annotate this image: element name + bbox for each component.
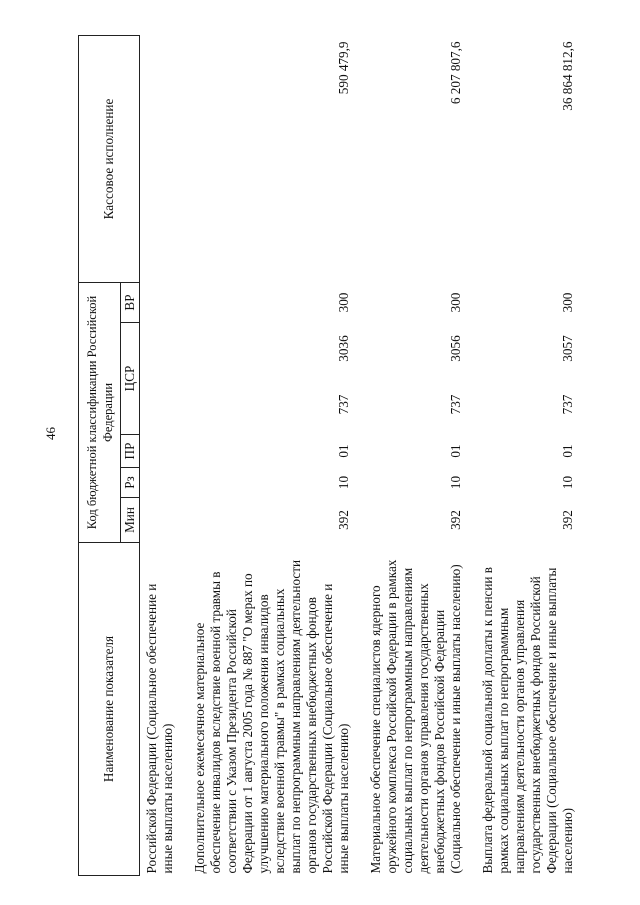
row-name: Материальное обеспечение специалистов ядерного оружейного комплекса Российской Федерации в рамках социальных выплат по непрограммным направлениям деятельности органов управления государственных внебюджетных фондов Российской Федерации (Социальное обеспечение и иные выплаты населению) [368, 559, 463, 874]
row-amount: 36 864 812,6 [560, 41, 575, 111]
header-name: Наименование показателя [79, 543, 140, 876]
header-code-group: Код бюджетной классификации Российской Федерации [79, 282, 121, 542]
header-min: Мин [121, 498, 140, 543]
row-csr-1: 737 [448, 394, 463, 415]
table-row [140, 35, 181, 875]
row-min: 392 [336, 510, 351, 530]
header-pr: ПР [121, 435, 140, 468]
table-row [180, 35, 356, 875]
header-rz: Рз [121, 468, 140, 498]
row-csr-2: 3036 [336, 335, 351, 362]
row-amount: 6 207 807,6 [448, 41, 463, 105]
row-csr-1: 737 [560, 394, 575, 415]
page-number: 46 [43, 427, 58, 440]
row-vr: 300 [560, 292, 575, 313]
row-rz: 10 [448, 475, 463, 490]
row-vr: 300 [448, 292, 463, 313]
table-row [356, 35, 468, 875]
row-name: Дополнительное ежемесячное материальное обеспечение инвалидов вследствие военной травмы в соответствии с Указом Президента Российской Федерации от 1 августа 2005 года № 887 "О мерах по улучшению материального положения инвалидов вследствие военной травмы" в рамках социальных выплат по непрограммным направлениям деятельности органов государственных внебюджетных фондов Российской Федерации (Социальное обеспечение и иные выплаты населению) [192, 559, 351, 874]
table-row [468, 35, 580, 875]
row-rz: 10 [560, 475, 575, 490]
header-csr: ЦСР [121, 323, 140, 435]
header-amount: Кассовое исполнение [79, 35, 140, 282]
rotated-page [78, 36, 575, 876]
row-name-continuation: Российской Федерации (Социальное обеспечение и иные выплаты населению) [144, 583, 175, 874]
row-rz: 10 [336, 475, 351, 490]
row-min: 392 [560, 510, 575, 530]
row-pr: 01 [448, 444, 463, 458]
row-csr-2: 3057 [560, 335, 575, 362]
row-vr: 300 [336, 292, 351, 313]
row-min: 392 [448, 510, 463, 530]
row-name: Выплата федеральной социальной доплаты к пенсии в рамках социальных выплат по непрограммным направлениям деятельности органов управления государственных внебюджетных фондов Российской Федерации (Социальное обеспечение и иные выплаты населению) [480, 567, 575, 874]
row-pr: 01 [560, 444, 575, 458]
budget-table [78, 35, 580, 876]
row-csr-2: 3056 [448, 335, 463, 362]
row-csr-1: 737 [336, 394, 351, 415]
row-amount: 590 479,9 [336, 41, 351, 95]
header-vr: ВР [121, 282, 140, 322]
row-pr: 01 [336, 444, 351, 458]
